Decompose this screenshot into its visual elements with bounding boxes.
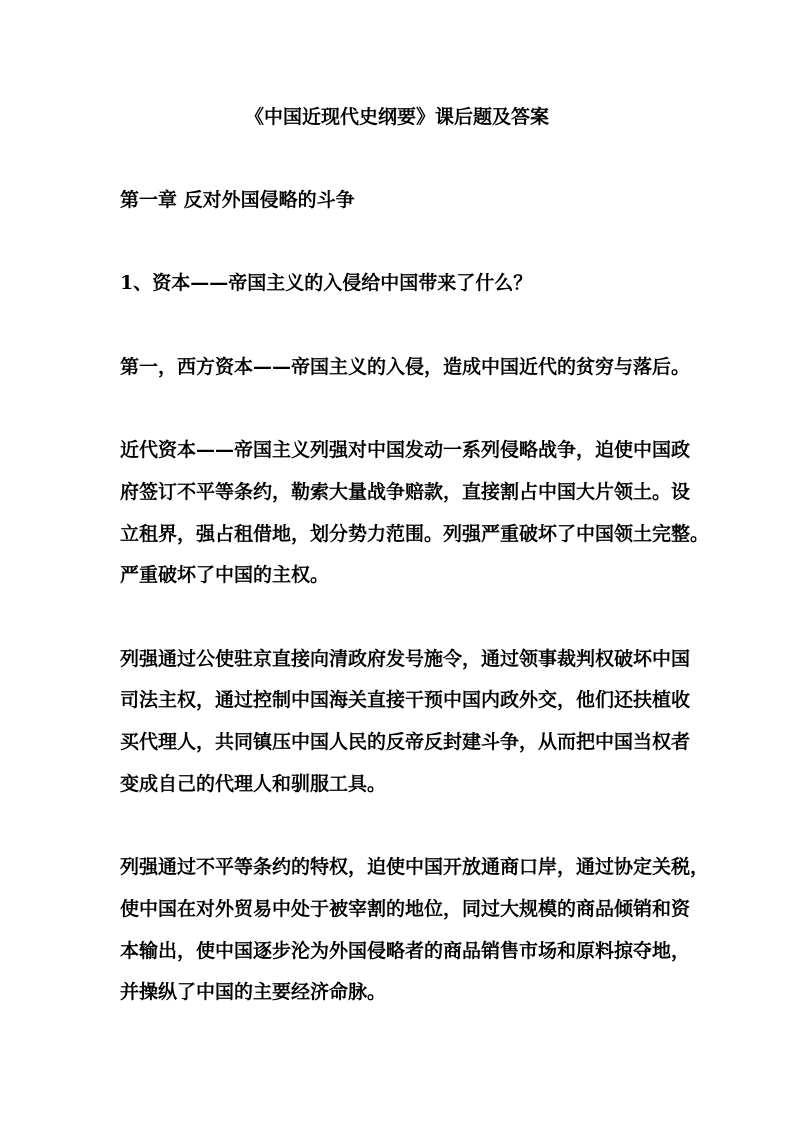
paragraph-line: 变成自己的代理人和驯服工具。 — [120, 773, 387, 795]
paragraph-line: 司法主权，通过控制中国海关直接干预中国内政外交，他们还扶植收 — [120, 689, 691, 711]
point-one: 第一，西方资本——帝国主义的入侵，造成中国近代的贫穷与落后。 — [120, 356, 691, 378]
document-title: 《中国近现代史纲要》课后题及答案 — [244, 106, 549, 128]
paragraph-line: 使中国在对外贸易中处于被宰割的地位，同过大规模的商品倾销和资 — [120, 898, 691, 920]
paragraph-line: 列强通过不平等条约的特权，迫使中国开放通商口岸，通过协定关税， — [120, 856, 710, 878]
paragraph-line: 并操纵了中国的主要经济命脉。 — [120, 981, 387, 1003]
paragraph-line: 列强通过公使驻京直接向清政府发号施令，通过领事裁判权破坏中国 — [120, 648, 691, 670]
paragraph-line: 买代理人，共同镇压中国人民的反帝反封建斗争，从而把中国当权者 — [120, 731, 691, 753]
paragraph-line: 府签订不平等条约，勒索大量战争赔款，直接割占中国大片领土。设 — [120, 481, 691, 503]
chapter-heading: 第一章 反对外国侵略的斗争 — [120, 189, 355, 211]
paragraph-line: 立租界，强占租借地，划分势力范围。列强严重破坏了中国领土完整。 — [120, 523, 710, 545]
paragraph-line: 近代资本——帝国主义列强对中国发动一系列侵略战争，迫使中国政 — [120, 439, 691, 461]
paragraph-line: 本输出，使中国逐步沦为外国侵略者的商品销售市场和原料掠夺地， — [120, 940, 691, 962]
paragraph-line: 严重破坏了中国的主权。 — [120, 564, 330, 586]
question-heading: 1、资本——帝国主义的入侵给中国带来了什么？ — [120, 272, 533, 294]
